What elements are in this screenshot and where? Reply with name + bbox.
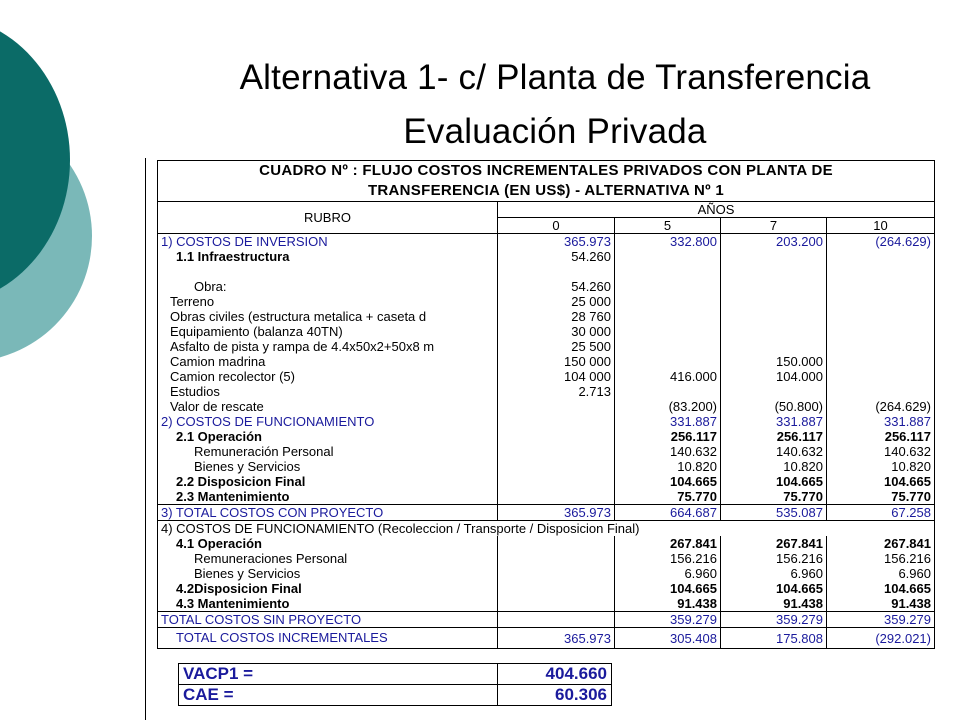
row-label: Camion madrina	[158, 354, 498, 369]
year-header: 5	[615, 218, 721, 234]
cell-year-10	[827, 384, 935, 399]
year-header: 0	[498, 218, 615, 234]
cell-year-0	[498, 429, 615, 444]
summary-row-cae	[179, 685, 612, 706]
cell-year-7: 104.665	[721, 474, 827, 489]
table-row	[158, 566, 935, 581]
slide-subtitle: Evaluación Privada	[403, 112, 707, 151]
cell-year-5: 416.000	[615, 369, 721, 384]
row-label: 1.1 Infraestructura	[158, 249, 498, 264]
header-row	[158, 202, 935, 218]
cell-year-10: (264.629)	[827, 399, 935, 414]
cell-year-0	[498, 551, 615, 566]
row-label: 4.3 Mantenimiento	[158, 596, 498, 612]
cell-year-5: 75.770	[615, 489, 721, 505]
cell-year-7: 175.808	[721, 628, 827, 649]
cell-year-10: 331.887	[827, 414, 935, 429]
row-label: 2.3 Mantenimiento	[158, 489, 498, 505]
cell-year-0: 104 000	[498, 369, 615, 384]
cell-year-7: 203.200	[721, 234, 827, 250]
year-header: 7	[721, 218, 827, 234]
table-row	[158, 505, 935, 521]
cell-year-7	[721, 324, 827, 339]
row-label: Obras civiles (estructura metalica + caseta d	[158, 309, 498, 324]
table-row	[158, 612, 935, 628]
cell-year-7: 256.117	[721, 429, 827, 444]
cell-year-10: 67.258	[827, 505, 935, 521]
cell-year-0	[498, 459, 615, 474]
cell-year-5	[615, 339, 721, 354]
cell-year-0	[498, 489, 615, 505]
table-heading-line1: CUADRO Nº : FLUJO COSTOS INCREMENTALES PRIVADOS CON PLANTA DE	[158, 161, 935, 182]
cell-year-7: 6.960	[721, 566, 827, 581]
table-row	[158, 459, 935, 474]
table-row	[158, 354, 935, 369]
cell-year-5: 140.632	[615, 444, 721, 459]
cell-year-5: 267.841	[615, 536, 721, 551]
table-row	[158, 581, 935, 596]
summary-table	[178, 663, 612, 706]
cell-year-5: 91.438	[615, 596, 721, 612]
cell-year-10	[827, 309, 935, 324]
cell-year-0	[498, 581, 615, 596]
cell-year-5	[615, 354, 721, 369]
cell-year-0	[498, 264, 615, 279]
rubro-header: RUBRO	[158, 202, 498, 234]
cell-year-0: 365.973	[498, 234, 615, 250]
row-label: Obra:	[158, 279, 498, 294]
row-label: Valor de rescate	[158, 399, 498, 414]
cell-year-10	[827, 279, 935, 294]
table-row	[158, 324, 935, 339]
vacp-label: VACP1 =	[179, 664, 498, 685]
cell-year-7: 10.820	[721, 459, 827, 474]
cell-year-5	[615, 264, 721, 279]
cell-year-5: (83.200)	[615, 399, 721, 414]
table-row	[158, 414, 935, 429]
table-heading-row	[158, 181, 935, 202]
sheet-left-border	[145, 158, 146, 720]
table-heading-line2: TRANSFERENCIA (EN US$) - ALTERNATIVA Nº 1	[158, 181, 935, 202]
cell-year-10: 267.841	[827, 536, 935, 551]
cell-year-5: 305.408	[615, 628, 721, 649]
cell-year-7: 156.216	[721, 551, 827, 566]
row-label: Remuneración Personal	[158, 444, 498, 459]
cell-year-7	[721, 279, 827, 294]
cell-year-5	[615, 324, 721, 339]
cell-year-0: 28 760	[498, 309, 615, 324]
table-row	[158, 628, 935, 649]
cell-year-10	[827, 339, 935, 354]
cell-year-7: 104.000	[721, 369, 827, 384]
cell-year-7	[721, 249, 827, 264]
cell-year-10	[827, 294, 935, 309]
cell-year-0	[498, 612, 615, 628]
cell-year-5	[615, 309, 721, 324]
cell-year-7	[721, 384, 827, 399]
cost-flow-table	[157, 160, 935, 649]
cell-year-0	[498, 536, 615, 551]
cell-year-0: 365.973	[498, 505, 615, 521]
table-row	[158, 474, 935, 489]
table-row	[158, 551, 935, 566]
table-row	[158, 309, 935, 324]
row-label: Asfalto de pista y rampa de 4.4x50x2+50x8 m	[158, 339, 498, 354]
table-row	[158, 444, 935, 459]
row-label: 4.2Disposicion Final	[158, 581, 498, 596]
row-label: 2.1 Operación	[158, 429, 498, 444]
table-row	[158, 399, 935, 414]
cell-year-10: 156.216	[827, 551, 935, 566]
cell-year-10	[827, 249, 935, 264]
spreadsheet-image	[145, 158, 935, 720]
cell-year-5	[615, 384, 721, 399]
cell-year-10: 75.770	[827, 489, 935, 505]
cell-year-7: 91.438	[721, 596, 827, 612]
cell-year-10: (264.629)	[827, 234, 935, 250]
cell-year-5	[615, 279, 721, 294]
row-label: 3) TOTAL COSTOS CON PROYECTO	[158, 505, 498, 521]
cae-value: 60.306	[498, 685, 612, 706]
cell-year-5	[615, 294, 721, 309]
cell-year-7	[721, 309, 827, 324]
cell-year-5: 10.820	[615, 459, 721, 474]
cell-year-10	[827, 354, 935, 369]
cell-year-7: 331.887	[721, 414, 827, 429]
table-row	[158, 249, 935, 264]
table-row	[158, 294, 935, 309]
cell-year-7: 104.665	[721, 581, 827, 596]
cell-year-7: (50.800)	[721, 399, 827, 414]
row-label: Bienes y Servicios	[158, 566, 498, 581]
table-row	[158, 279, 935, 294]
row-label	[158, 264, 498, 279]
row-label: Terreno	[158, 294, 498, 309]
cell-year-0: 25 500	[498, 339, 615, 354]
cell-year-0: 30 000	[498, 324, 615, 339]
table-row	[158, 384, 935, 399]
row-label: 4.1 Operación	[158, 536, 498, 551]
cell-year-10	[827, 264, 935, 279]
cell-year-7: 267.841	[721, 536, 827, 551]
table-row	[158, 521, 935, 537]
cell-year-0: 150 000	[498, 354, 615, 369]
table-row	[158, 596, 935, 612]
cell-year-7	[721, 294, 827, 309]
cell-year-5: 359.279	[615, 612, 721, 628]
cell-year-10: 256.117	[827, 429, 935, 444]
cell-year-10: 10.820	[827, 459, 935, 474]
cell-year-10: 359.279	[827, 612, 935, 628]
cell-year-10: 6.960	[827, 566, 935, 581]
cell-year-0: 54.260	[498, 249, 615, 264]
cell-year-7: 75.770	[721, 489, 827, 505]
row-label: Camion recolector (5)	[158, 369, 498, 384]
cell-year-10: 104.665	[827, 474, 935, 489]
cae-label: CAE =	[179, 685, 498, 706]
vacp-value: 404.660	[498, 664, 612, 685]
table-row	[158, 339, 935, 354]
summary-row-vacp	[179, 664, 612, 685]
table-row	[158, 234, 935, 250]
table-row	[158, 536, 935, 551]
cell-year-0: 54.260	[498, 279, 615, 294]
table-row	[158, 369, 935, 384]
cell-year-0: 2.713	[498, 384, 615, 399]
cell-year-10	[827, 369, 935, 384]
cell-year-10: 140.632	[827, 444, 935, 459]
cell-year-7: 140.632	[721, 444, 827, 459]
row-label: Equipamiento (balanza 40TN)	[158, 324, 498, 339]
cell-year-7: 150.000	[721, 354, 827, 369]
row-label: Remuneraciones Personal	[158, 551, 498, 566]
cell-year-0	[498, 444, 615, 459]
cell-year-5: 256.117	[615, 429, 721, 444]
row-label: TOTAL COSTOS INCREMENTALES	[158, 628, 498, 649]
table-row	[158, 489, 935, 505]
table-heading-row	[158, 161, 935, 182]
cell-year-0: 25 000	[498, 294, 615, 309]
row-label: 4) COSTOS DE FUNCIONAMIENTO (Recoleccion / Transporte / Disposicion Final)	[158, 521, 935, 537]
cell-year-5: 104.665	[615, 474, 721, 489]
cell-year-0	[498, 596, 615, 612]
table-row	[158, 264, 935, 279]
cell-year-7	[721, 339, 827, 354]
cell-year-5: 332.800	[615, 234, 721, 250]
decorative-circles	[0, 0, 160, 400]
cell-year-5: 104.665	[615, 581, 721, 596]
row-label: Bienes y Servicios	[158, 459, 498, 474]
cell-year-0	[498, 414, 615, 429]
row-label: 2) COSTOS DE FUNCIONAMIENTO	[158, 414, 498, 429]
cell-year-5: 6.960	[615, 566, 721, 581]
cell-year-0	[498, 566, 615, 581]
cell-year-5	[615, 249, 721, 264]
cell-year-10: 104.665	[827, 581, 935, 596]
anos-header: AÑOS	[498, 202, 935, 218]
table-row	[158, 429, 935, 444]
row-label: TOTAL COSTOS SIN PROYECTO	[158, 612, 498, 628]
cell-year-0	[498, 474, 615, 489]
cell-year-5: 664.687	[615, 505, 721, 521]
cell-year-7	[721, 264, 827, 279]
cell-year-0	[498, 399, 615, 414]
cell-year-5: 331.887	[615, 414, 721, 429]
cell-year-5: 156.216	[615, 551, 721, 566]
cell-year-10: (292.021)	[827, 628, 935, 649]
cell-year-7: 359.279	[721, 612, 827, 628]
cell-year-10: 91.438	[827, 596, 935, 612]
cell-year-10	[827, 324, 935, 339]
cell-year-7: 535.087	[721, 505, 827, 521]
row-label: 1) COSTOS DE INVERSION	[158, 234, 498, 250]
year-header: 10	[827, 218, 935, 234]
row-label: 2.2 Disposicion Final	[158, 474, 498, 489]
cell-year-0: 365.973	[498, 628, 615, 649]
row-label: Estudios	[158, 384, 498, 399]
slide-title: Alternativa 1- c/ Planta de Transferencia	[239, 58, 871, 97]
